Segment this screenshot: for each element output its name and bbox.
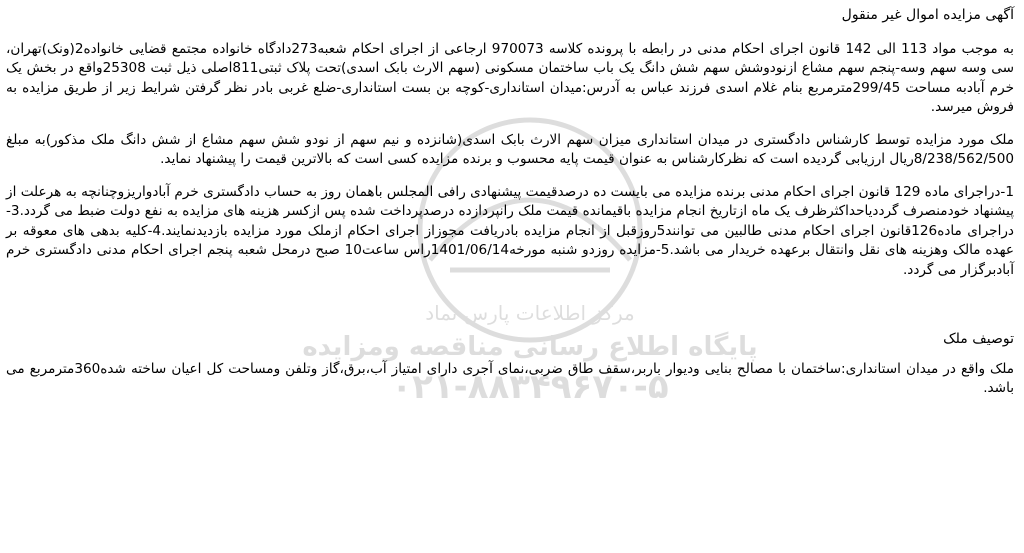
notice-paragraph-conditions: 1-دراجرای ماده 129 قانون اجرای احکام مدنی برنده مزایده می بایست ده درصدقیمت پیشنهادی رافی المجلس باهمان روز به حساب دادگستری خرم آبادواریزوچنانچه به هرعلت از پیشنهاد خودمنصرف گرددیاحداکثرظرف یک ماه ازتاریخ انجام مزایده باقیمانده قیمت ملک رانپردازده درصدپرداخت شده پس ازکسر هزینه های مزایده به نفع دولت ضبط می گردد.3-دراجرای ماده126قانون اجرای احکام مدنی طالبین می توانند5روزقبل از انجام مزایده بادریافت مجوزاز اجرای احکام ازملک مورد مزایده بازدیدنمایند.4-کلیه بدهی های معوقه بر عهده مالک وهزینه های نقل وانتقال برعهده خریدار می باشد.5-مزایده روزدو شنبه مورخه1401/06/14راس ساعت10 صبح درمحل شعبه پنجم اجرای احکام مدنی دادگستری خرم آبادبرگزار می گردد. <box>6 183 1015 278</box>
auction-notice <box>6 6 1018 412</box>
watermark-phone: ۰۲۱-۸۸۳۴۹۶۷۰-۵ <box>391 367 669 407</box>
notice-paragraph-intro: به موجب مواد 113 الی 142 قانون اجرای احکام مدنی در رابطه با پرونده کلاسه 970073 ارجاعی از اجرای احکام شعبه273دادگاه خانواده مجتمع قضایی خانواده2(ونک)تهران، سی وسه سهم وسه-پنجم سهم مشاع ازنودوشش سهم شش دانگ یک باب ساختمان مسکونی (سهم الارث بابک اسدی)تحت پلاک ثبتی811اصلی ذیل ثبت 25308واقع در بخش یک خرم آبادبه مساحت 299/45مترمربع بنام غلام اسدی فرزند عباس به آدرس:میدان استانداری-کوچه بن بست استانداری-ضلع غربی بادر نظر گرفتن شرایط زیر از طریق مزایده به فروش میرسد. <box>6 40 1014 115</box>
property-description-title: توصیف ملک <box>943 331 1014 347</box>
notice-paragraph-valuation: ملک مورد مزایده توسط کارشناس دادگستری در میدان استانداری میزان سهم الارث بابک اسدی(شانزده و نیم سهم از نودو شش سهم مشاع از شش دانگ ملک مذکور)به مبلغ 8/238/562/500ریال ارزیابی گردیده است که نظرکارشناس به عنوان قیمت پایه محسوب و برنده مزایده کسی است که بالاترین قیمت را پیشنهاد نماید. <box>6 131 1014 167</box>
watermark-line2: مرکز اطلاعات پارس نماد <box>425 301 635 325</box>
watermark-line1: پایگاه اطلاع رسانی مناقصه ومزایده <box>302 332 758 362</box>
property-description-text: ملک واقع در میدان استانداری:ساختمان با مصالح بنایی ودیوار باربر،سقف طاق ضربی،نمای آجری دارای امتیاز آب،برق،گاز وتلفن ومساحت کل اعیان ساخته شده360مترمربع می باشد. <box>6 360 1015 396</box>
notice-title: آگهی مزایده اموال غیر منقول <box>841 7 1014 23</box>
